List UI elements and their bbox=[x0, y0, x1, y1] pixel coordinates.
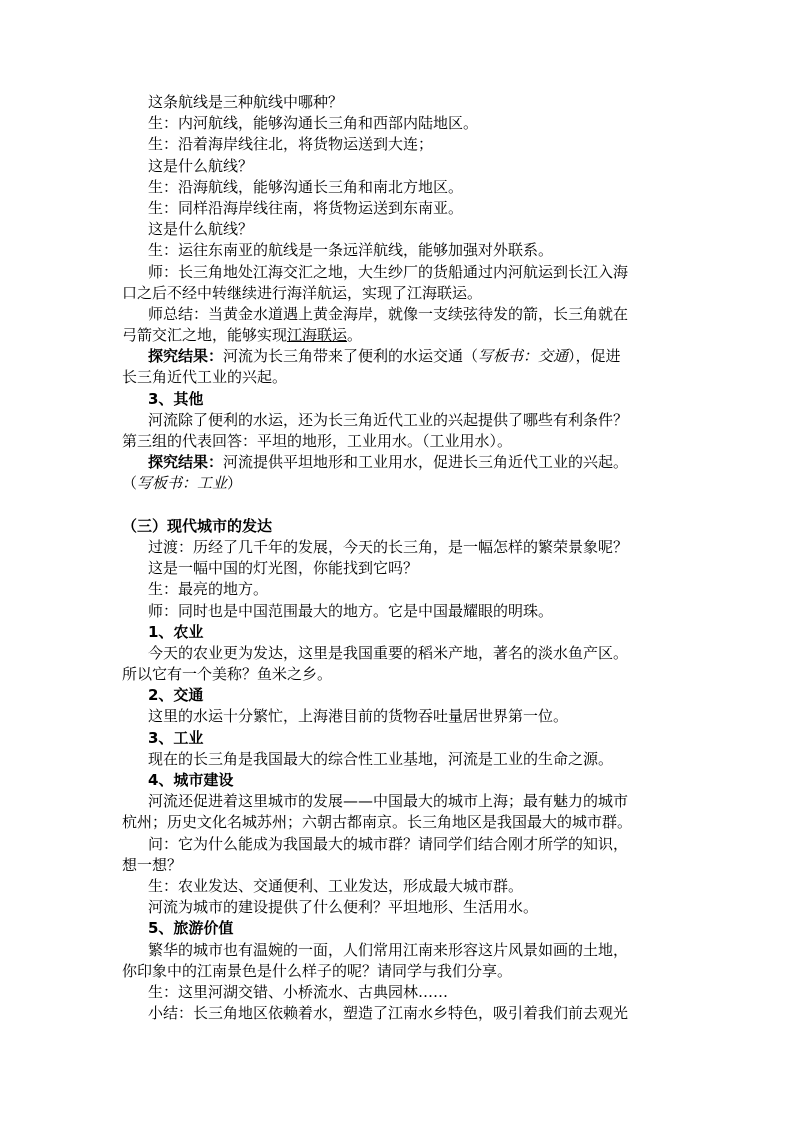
paragraph: 生：最亮的地方。 bbox=[148, 580, 269, 599]
board-note: 写板书：工业 bbox=[137, 474, 228, 493]
text-run: （ bbox=[122, 474, 138, 493]
paragraph-continuation: 所以它有一个美称？鱼米之乡。 bbox=[122, 665, 333, 684]
paragraph-continuation: 想一想？ bbox=[122, 855, 183, 874]
paragraph: 繁华的城市也有温婉的一面，人们常用江南来形容这片风景如画的土地， bbox=[148, 940, 629, 959]
paragraph: 生：同样沿海岸线往南，将货物运送到东南亚。 bbox=[148, 198, 464, 217]
paragraph: 这条航线是三种航线中哪种？ bbox=[148, 93, 344, 111]
subheading: 2、交通 bbox=[148, 686, 204, 705]
paragraph: 生：运往东南亚的航线是一条远洋航线，能够加强对外联系。 bbox=[148, 241, 554, 260]
text-run: 。 bbox=[347, 326, 363, 345]
text-run: 河流提供平坦地形和工业用水，促进长三角近代工业的兴起。 bbox=[223, 453, 629, 472]
document-body bbox=[122, 92, 670, 1024]
paragraph-continuation: 你印象中的江南景色是什么样子的呢？请同学与我们分享。 bbox=[122, 961, 513, 980]
result-paragraph bbox=[122, 346, 670, 367]
paragraph: 师：同时也是中国范围最大的地方。它是中国最耀眼的明珠。 bbox=[148, 601, 554, 620]
subheading: 3、其他 bbox=[148, 389, 204, 408]
result-label: 探究结果： bbox=[148, 347, 224, 366]
paragraph: 现在的长三角是我国最大的综合性工业基地，河流是工业的生命之源。 bbox=[148, 749, 614, 768]
paragraph: 这里的水运十分繁忙，上海港目前的货物吞吐量居世界第一位。 bbox=[148, 707, 569, 726]
paragraph-continuation: 杭州；历史文化名城苏州；六朝古都南京。长三角地区是我国最大的城市群。 bbox=[122, 813, 633, 832]
subheading: 4、城市建设 bbox=[148, 771, 234, 789]
subheading: 5、旅游价值 bbox=[148, 919, 234, 938]
paragraph: 师总结：当黄金水道遇上黄金海岸，就像一支续弦待发的箭，长三角就在 bbox=[148, 304, 629, 323]
paragraph: 这是什么航线？ bbox=[148, 220, 254, 239]
subheading: 3、工业 bbox=[148, 728, 204, 747]
subheading: 1、农业 bbox=[148, 622, 204, 641]
text-run: 河流为长三角带来了便利的水运交通（ bbox=[223, 347, 479, 366]
paragraph: 生：内河航线，能够沟通长三角和西部内陆地区。 bbox=[148, 114, 479, 133]
paragraph: 生：这里河湖交错、小桥流水、古典园林…… bbox=[148, 982, 449, 1001]
paragraph: 过渡：历经了几千年的发展，今天的长三角，是一幅怎样的繁荣景象呢？ bbox=[148, 537, 629, 556]
text-run: ） bbox=[227, 474, 243, 493]
paragraph: 生：农业发达、交通便利、工业发达，形成最大城市群。 bbox=[148, 876, 524, 895]
board-note: 写板书：交通 bbox=[478, 347, 569, 366]
paragraph: 这是什么航线？ bbox=[148, 156, 254, 175]
paragraph: 河流还促进着这里城市的发展——中国最大的城市上海；最有魅力的城市 bbox=[148, 792, 629, 811]
paragraph-continuation bbox=[122, 325, 670, 346]
paragraph: 这是一幅中国的灯光图，你能找到它吗？ bbox=[148, 559, 419, 578]
paragraph: 生：沿着海岸线往北，将货物运送到大连； bbox=[148, 135, 434, 154]
underlined-term: 江海联运 bbox=[287, 326, 348, 345]
paragraph: 河流除了便利的水运，还为长三角近代工业的兴起提供了哪些有利条件？ bbox=[148, 410, 629, 429]
paragraph: 问：它为什么能成为我国最大的城市群？请同学们结合刚才所学的知识， bbox=[148, 834, 629, 853]
section-heading: （三）现代城市的发达 bbox=[122, 516, 273, 535]
paragraph: 生：沿海航线，能够沟通长三角和南北方地区。 bbox=[148, 177, 464, 196]
paragraph: 河流为城市的建设提供了什么便利？平坦地形、生活用水。 bbox=[148, 898, 539, 917]
paragraph: 小结：长三角地区依赖着水，塑造了江南水乡特色，吸引着我们前去观光 bbox=[148, 1004, 629, 1023]
paragraph: 今天的农业更为发达，这里是我国重要的稻米产地，著名的淡水鱼产区。 bbox=[148, 643, 629, 662]
text-run: ），促进 bbox=[568, 347, 621, 366]
paragraph: 师：长三角地处江海交汇之地，大生纱厂的货船通过内河航运到长江入海 bbox=[148, 262, 629, 281]
result-paragraph bbox=[122, 452, 670, 473]
paragraph-continuation: 第三组的代表回答：平坦的地形，工业用水。（工业用水）。 bbox=[122, 432, 513, 450]
paragraph-continuation bbox=[122, 473, 670, 494]
blank-line bbox=[122, 495, 670, 516]
text-run: 弓箭交汇之地，能够实现 bbox=[122, 326, 288, 345]
paragraph-continuation: 口之后不经中转继续进行海洋航运，实现了江海联运。 bbox=[122, 283, 483, 302]
paragraph-continuation: 长三角近代工业的兴起。 bbox=[122, 368, 288, 387]
result-label: 探究结果： bbox=[148, 453, 224, 472]
